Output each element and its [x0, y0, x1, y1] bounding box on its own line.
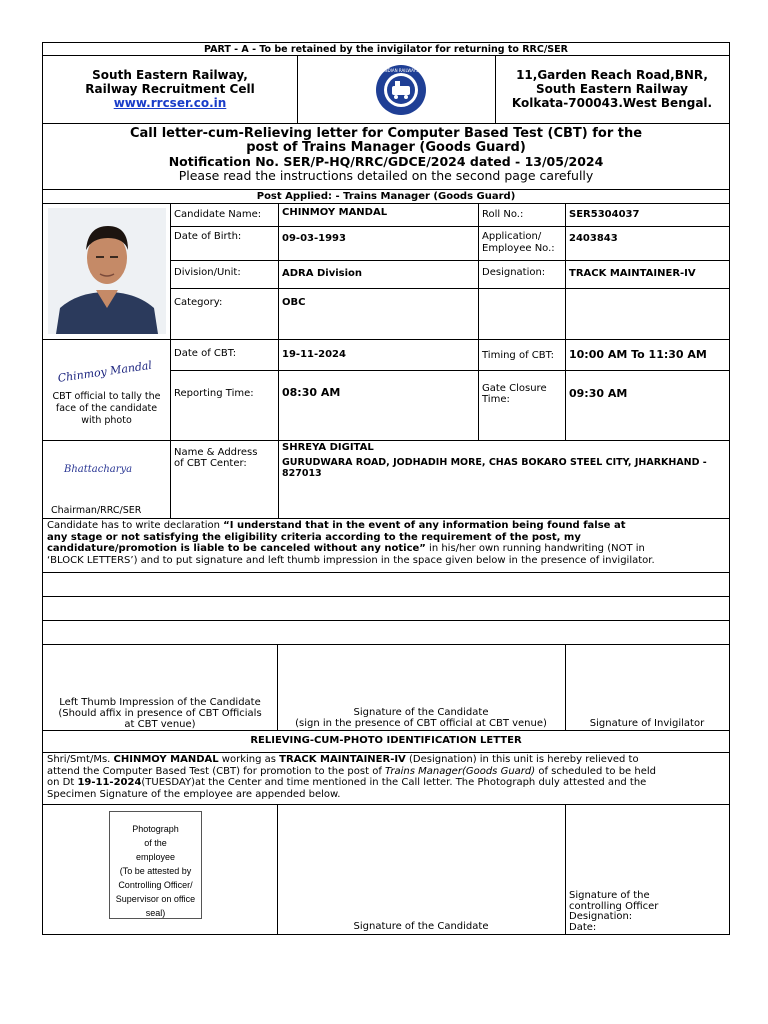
gate-closure-label	[482, 383, 547, 405]
call-letter-document	[42, 42, 730, 935]
application-label	[482, 231, 555, 255]
category-label: Category:	[174, 297, 223, 308]
title-line1: Call letter-cum-Relieving letter for Computer Based Test (CBT) for the	[129, 126, 643, 141]
bottom-row	[42, 805, 730, 935]
cand-sig-line1: Signature of the Candidate	[353, 707, 489, 718]
post-applied-text: Post Applied: - Trains Manager (Goods Guard)	[256, 191, 516, 202]
declaration-quote-3: candidature/promotion is liable to be canceled without any notice”	[47, 543, 426, 554]
handwriting-line-3[interactable]	[42, 621, 730, 645]
division-value: ADRA Division	[282, 268, 363, 279]
photo-box-line6: Supervisor on office	[115, 894, 196, 904]
timing-label: Timing of CBT:	[482, 350, 555, 361]
co-line3: Designation:	[569, 911, 633, 922]
indian-railways-logo	[375, 64, 427, 116]
declaration-suffix-2: ‘BLOCK LETTERS’) and to put signature and left thumb impression in the space given below in the presence of invigilator.	[47, 554, 655, 566]
declaration-prefix: Candidate has to write declaration	[47, 520, 224, 531]
center-label	[174, 447, 257, 469]
rel-line3a: on Dt	[47, 777, 78, 788]
title-block	[43, 127, 729, 183]
reporting-label: Reporting Time:	[174, 388, 254, 399]
roll-no-label: Roll No.:	[482, 209, 524, 220]
rel-post: Trains Manager(Goods Guard)	[385, 765, 536, 777]
center-label-line1: Name & Address	[174, 447, 258, 458]
notification-line: Notification No. SER/P-HQ/RRC/GDCE/2024 dated - 13/05/2024	[168, 154, 604, 169]
rel-t1: Shri/Smt/Ms.	[47, 754, 114, 765]
post-applied-row	[42, 190, 730, 204]
photo-box-line5: Controlling Officer/	[118, 880, 193, 890]
candidate-photo	[48, 208, 166, 334]
center-name-value: SHREYA DIGITAL	[282, 442, 374, 453]
rel-t2: working as	[218, 754, 280, 765]
photo-box-line7: seal)	[145, 908, 166, 918]
rrc-name-line1: South Eastern Railway,	[92, 68, 248, 82]
logo-text: INDIAN RAILWAYS	[383, 68, 419, 73]
division-label: Division/Unit:	[174, 267, 241, 278]
reporting-value: 08:30 AM	[282, 386, 341, 399]
cbt-note-line1: CBT official to tally the	[52, 391, 161, 402]
candidate-name-label: Candidate Name:	[174, 209, 262, 220]
thumb-impression-box[interactable]	[43, 697, 277, 730]
rel-name: CHINMOY MANDAL	[113, 754, 219, 765]
handwriting-line-1[interactable]	[42, 573, 730, 597]
category-value: OBC	[282, 297, 306, 308]
application-label-line1: Application/	[482, 231, 542, 242]
designation-label: Designation:	[482, 267, 546, 278]
address-line1: 11,Garden Reach Road,BNR,	[516, 68, 708, 82]
gate-label-line2: Time:	[482, 394, 510, 405]
dob-value: 09-03-1993	[282, 233, 346, 244]
signature-text: Chinmoy Mandal	[56, 358, 153, 385]
cand-sig-line2: (sign in the presence of CBT official at CBT venue)	[295, 717, 547, 729]
center-address-line2: 827013	[282, 468, 322, 479]
thumb-line3: at CBT venue)	[124, 719, 196, 730]
gate-closure-value: 09:30 AM	[569, 387, 628, 400]
title-line2: post of Trains Manager (Goods Guard)	[246, 140, 526, 155]
cbt-official-note	[43, 391, 170, 427]
rel-date: 19-11-2024	[77, 777, 142, 788]
co-line1: Signature of the	[569, 890, 650, 901]
title-section	[42, 124, 730, 190]
thumb-line2: (Should affix in presence of CBT Officials	[58, 708, 262, 719]
application-label-line2: Employee No.:	[482, 243, 555, 254]
gate-label-line1: Gate Closure	[482, 383, 547, 394]
relieving-text	[47, 754, 725, 800]
center-address-line1: GURUDWARA ROAD, JODHADIH MORE, CHAS BOKARO STEEL CITY, JHARKHAND -	[282, 457, 707, 468]
rel-line4: Specimen Signature of the employee are appended below.	[47, 788, 341, 800]
chairman-sign-text: Bhattacharya	[64, 464, 133, 475]
date-cbt-label: Date of CBT:	[174, 348, 237, 359]
controlling-officer-box[interactable]	[569, 891, 658, 933]
photo-box-line4: (To be attested by	[119, 866, 192, 876]
co-line4: Date:	[569, 921, 597, 933]
candidate-signature-image	[53, 349, 161, 385]
header-left	[43, 68, 297, 110]
employee-signature-box[interactable]: Signature of the Candidate	[353, 921, 489, 932]
declaration-quote-2: any stage or not satisfying the eligibility criteria according to the requirement of the post, my	[47, 531, 581, 543]
chairman-signature-image	[58, 452, 158, 482]
header-section	[42, 56, 730, 124]
declaration-section	[42, 519, 730, 573]
signature-row	[42, 645, 730, 731]
rel-t3: (Designation) in this unit is hereby relieved to	[405, 754, 639, 765]
declaration-quote-1: “I understand that in the event of any information being found false at	[223, 520, 626, 531]
application-value: 2403843	[569, 233, 618, 244]
thumb-line1: Left Thumb Impression of the Candidate	[59, 697, 261, 708]
declaration-text	[47, 520, 725, 566]
address-line3: Kolkata-700043.West Bengal.	[511, 96, 713, 110]
date-cbt-value: 19-11-2024	[282, 349, 346, 360]
relieving-title: RELIEVING-CUM-PHOTO IDENTIFICATION LETTER	[250, 735, 522, 746]
center-address-value	[282, 457, 707, 479]
photo-box-line3: employee	[135, 852, 176, 862]
part-a-strip	[42, 42, 730, 56]
declaration-suffix-1: in his/her own running handwriting (NOT in	[425, 543, 645, 554]
center-label-line2: of CBT Center:	[174, 458, 247, 469]
candidate-signature-box[interactable]	[277, 708, 565, 729]
rel-designation: TRACK MAINTAINER-IV	[279, 754, 406, 765]
relieving-title-row	[42, 731, 730, 753]
cbt-note-line3: with photo	[81, 415, 132, 426]
chairman-label: Chairman/RRC/SER	[51, 505, 142, 516]
rrc-website-link[interactable]: www.rrcser.co.in	[113, 96, 227, 110]
part-a-text: PART - A - To be retained by the invigilator for returning to RRC/SER	[204, 44, 568, 55]
candidate-name-value: CHINMOY MANDAL	[282, 207, 388, 218]
co-line2: controlling Officer	[569, 900, 659, 912]
photo-box-line1: Photograph	[132, 824, 179, 834]
roll-no-value: SER5304037	[569, 209, 640, 220]
address-line2: South Eastern Railway	[535, 82, 689, 96]
timing-value: 10:00 AM To 11:30 AM	[569, 348, 707, 361]
relieving-text-row	[42, 753, 730, 805]
rel-line3b: (TUESDAY)at the Center and time mentioned in the Call letter. The Photograph duly attested and the	[141, 777, 647, 788]
rel-line2a: attend the Computer Based Test (CBT) for promotion to the post of	[47, 765, 386, 777]
photo-box-line2: of the	[144, 838, 167, 848]
invigilator-signature-box[interactable]: Signature of Invigilator	[589, 718, 705, 729]
rrc-name-line2: Railway Recruitment Cell	[85, 82, 255, 96]
dob-label: Date of Birth:	[174, 231, 242, 242]
header-right	[495, 68, 729, 110]
employee-photo-box[interactable]	[109, 811, 202, 919]
details-grid	[42, 204, 730, 519]
handwriting-line-2[interactable]	[42, 597, 730, 621]
cbt-note-line2: face of the candidate	[55, 403, 158, 414]
instructions-line: Please read the instructions detailed on the second page carefully	[178, 168, 594, 183]
rel-line2b: of scheduled to be held	[535, 765, 656, 777]
designation-value: TRACK MAINTAINER-IV	[569, 268, 696, 279]
